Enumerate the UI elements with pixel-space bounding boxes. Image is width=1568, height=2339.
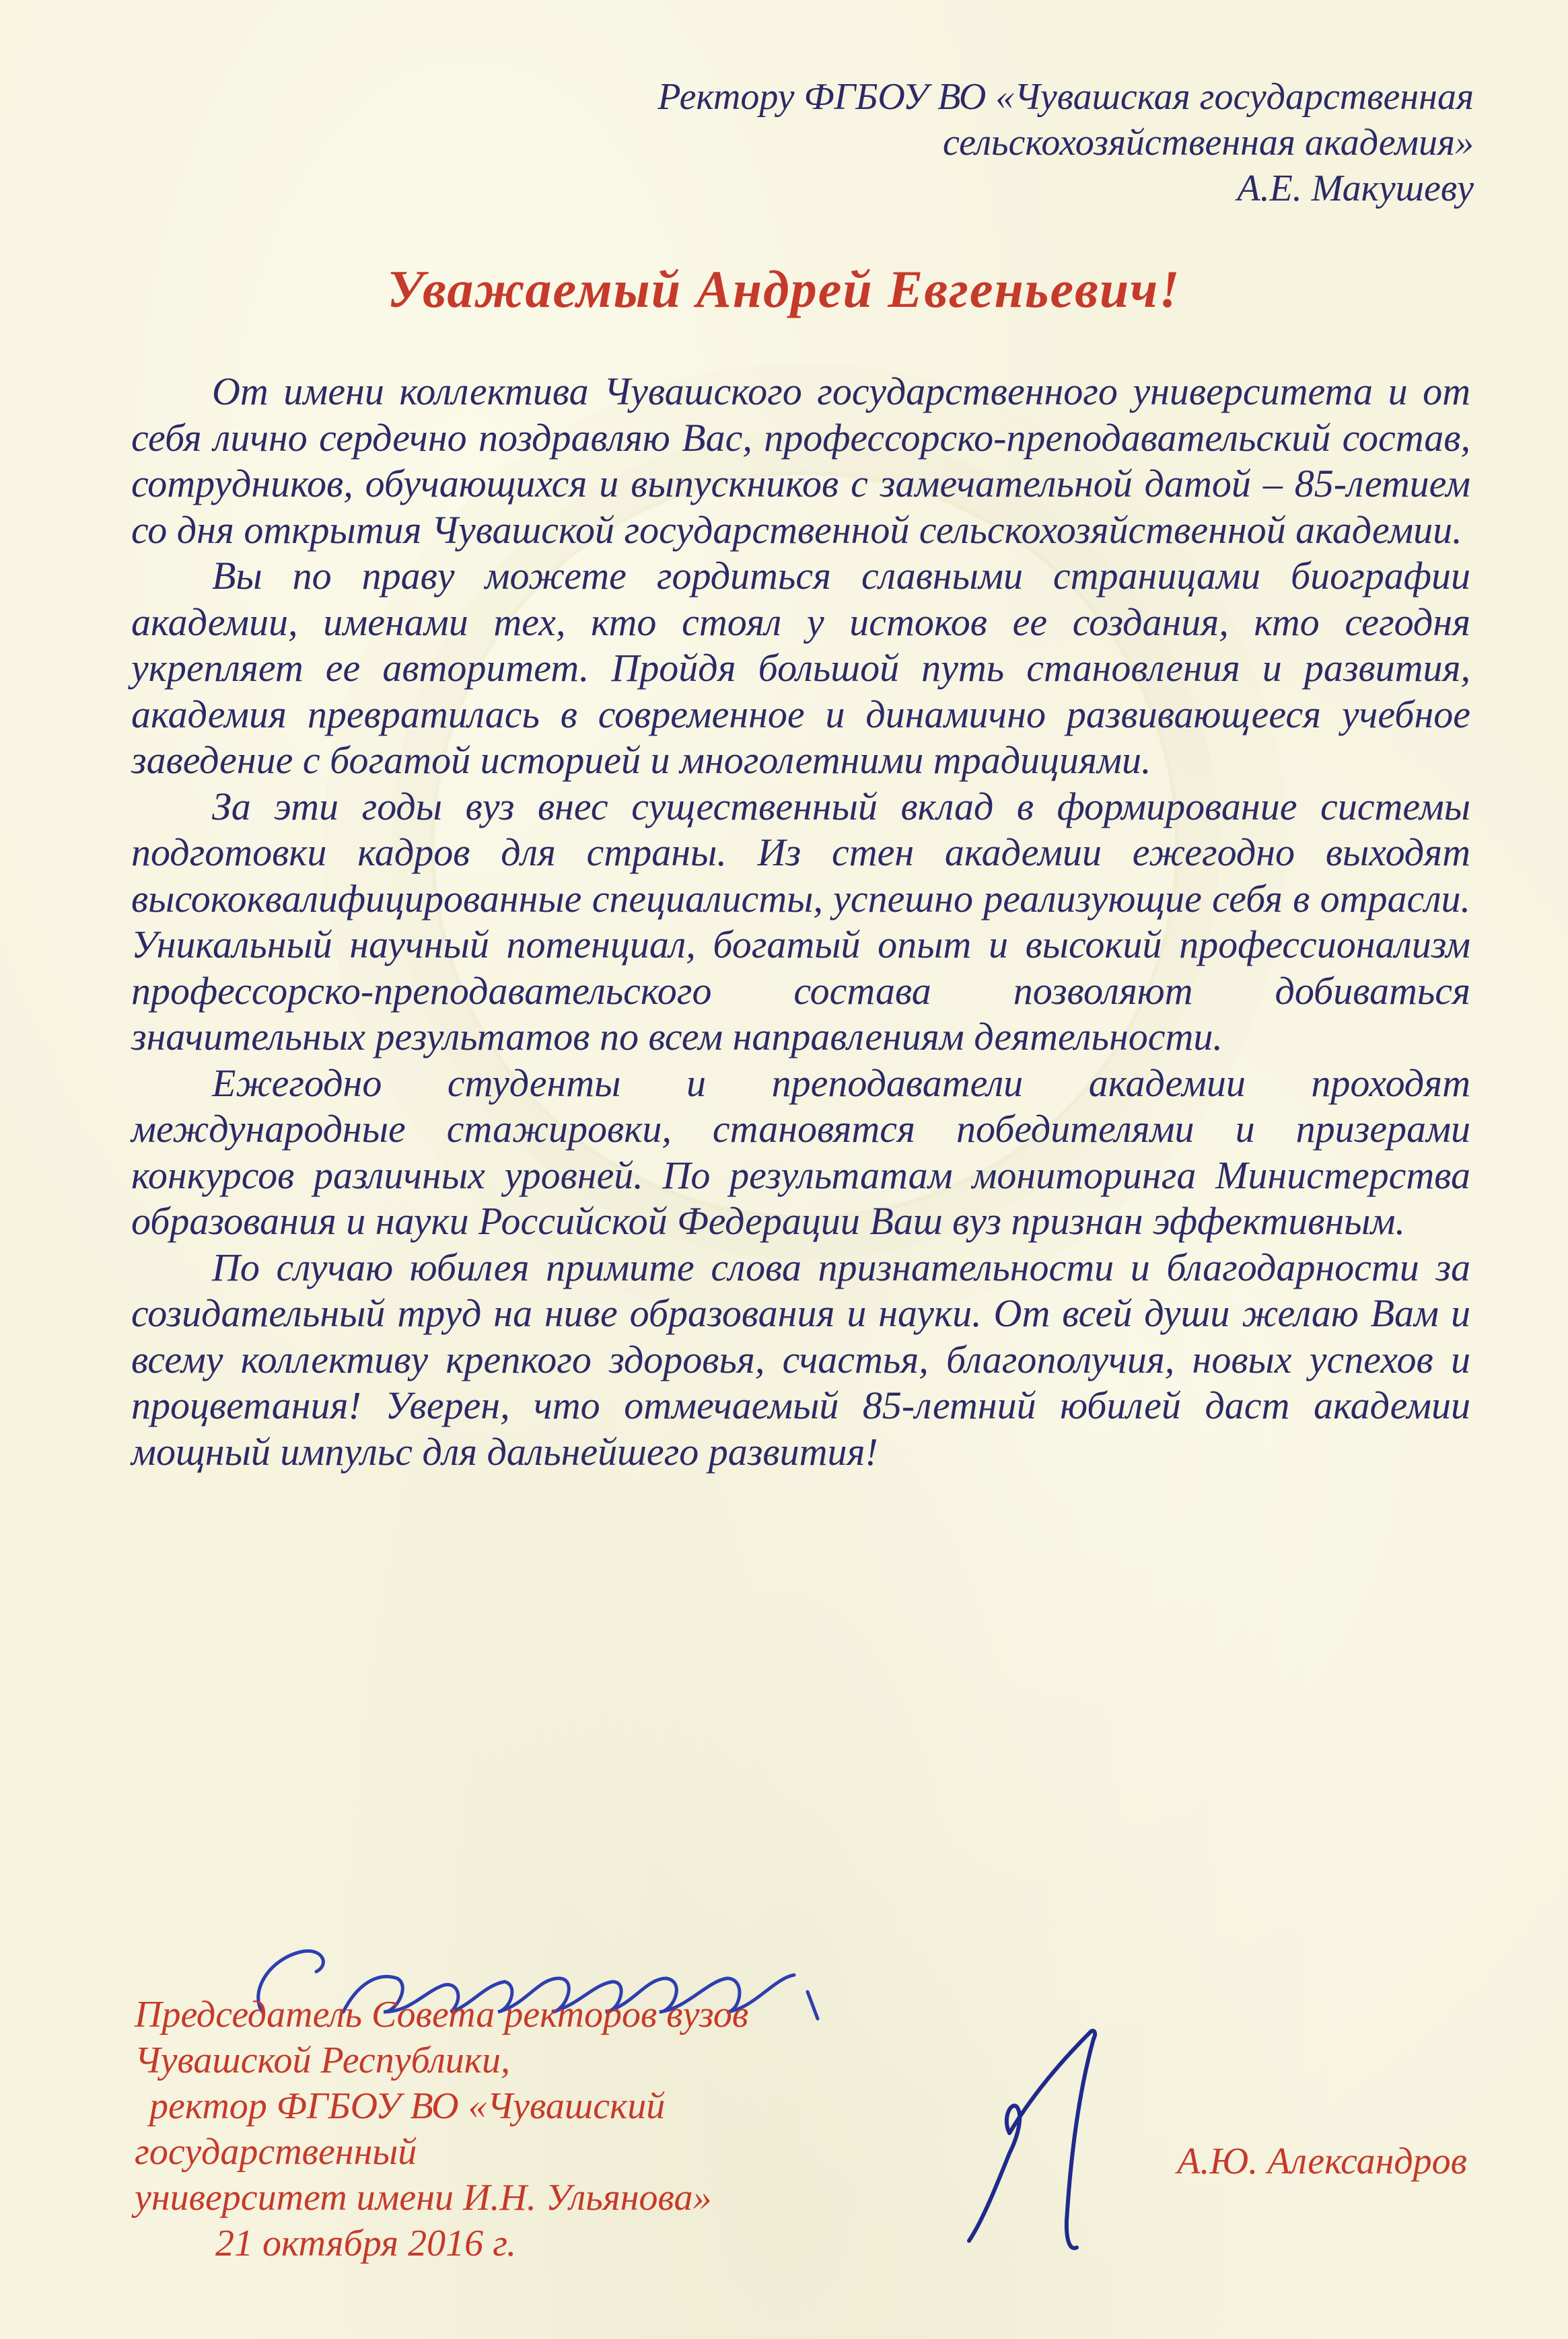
paragraph-5: По случаю юбилея примите слова признательности и благодарности за созидательный труд на ниве образования и науки. От всей души желаю Вам и всему коллективу крепкого здоровья, счастья, благополучия, новых успехов и процветания! Уверен, что отмечаемый 85-летний юбилей даст академии мощный импульс для дальнейшего развития! — [131, 1245, 1470, 1474]
signer-line-5: университет имени И.Н. Ульянова» — [135, 2177, 712, 2219]
signer-line-3: ректор ФГБОУ ВО «Чувашский — [149, 2085, 666, 2127]
addressee-line-2: сельскохозяйственная академия» — [943, 122, 1474, 164]
paragraph-3: За эти годы вуз внес существенный вклад в формирование системы подготовки кадров для страны. Из стен академии ежегодно выходят высококвалифицированные специалисты, успешно реализующие себя в отрасли. Уникальный научный потенциал, богатый опыт и высокий профессионализм профессорско-преподавательского состава позволяют добиваться значительных результатов по всем направлениям деятельности. — [131, 784, 1470, 1058]
signer-line-1: Председатель Совета ректоров вузов — [135, 1994, 749, 2036]
paragraph-1: От имени коллектива Чувашского государственного университета и от себя лично сердечно поздравляю Вас, профессорско-преподавательский состав, сотрудников, обучающихся и выпускников с замечательной датой – 85-летием со дня открытия Чувашской государственной сельскохозяйственной академии. — [131, 369, 1470, 552]
paragraph-4: Ежегодно студенты и преподаватели академии проходят международные стажировки, становятся победителями и призерами конкурсов различных уровней. По результатам мониторинга Министерства образования и науки Российской Федерации Ваш вуз признан эффективным. — [131, 1060, 1470, 1243]
addressee-line-1: Ректору ФГБОУ ВО «Чувашская государственная — [657, 76, 1474, 118]
addressee-line-3: А.Е. Макушеву — [1237, 168, 1474, 209]
signer-name: А.Ю. Александров — [1177, 2140, 1467, 2182]
handwritten-signature — [942, 2019, 1144, 2261]
letter-body — [131, 369, 1470, 1475]
signer-line-4: государственный — [135, 2131, 417, 2173]
signer-line-2: Чувашской Республики, — [135, 2040, 510, 2081]
addressee-block — [657, 74, 1474, 211]
paragraph-2: Вы по праву можете гордиться славными страницами биографии академии, именами тех, кто стоял у истоков ее создания, кто сегодня укрепляет ее авторитет. Пройдя большой путь становления и развития, академия превратилась в современное и динамично развивающееся учебное заведение с богатой историей и многолетними традициями. — [131, 554, 1470, 782]
letter-date: 21 октября 2016 г. — [215, 2223, 517, 2264]
salutation-heading: Уважаемый Андрей Евгеньевич! — [387, 260, 1181, 318]
signer-block — [135, 1992, 748, 2266]
